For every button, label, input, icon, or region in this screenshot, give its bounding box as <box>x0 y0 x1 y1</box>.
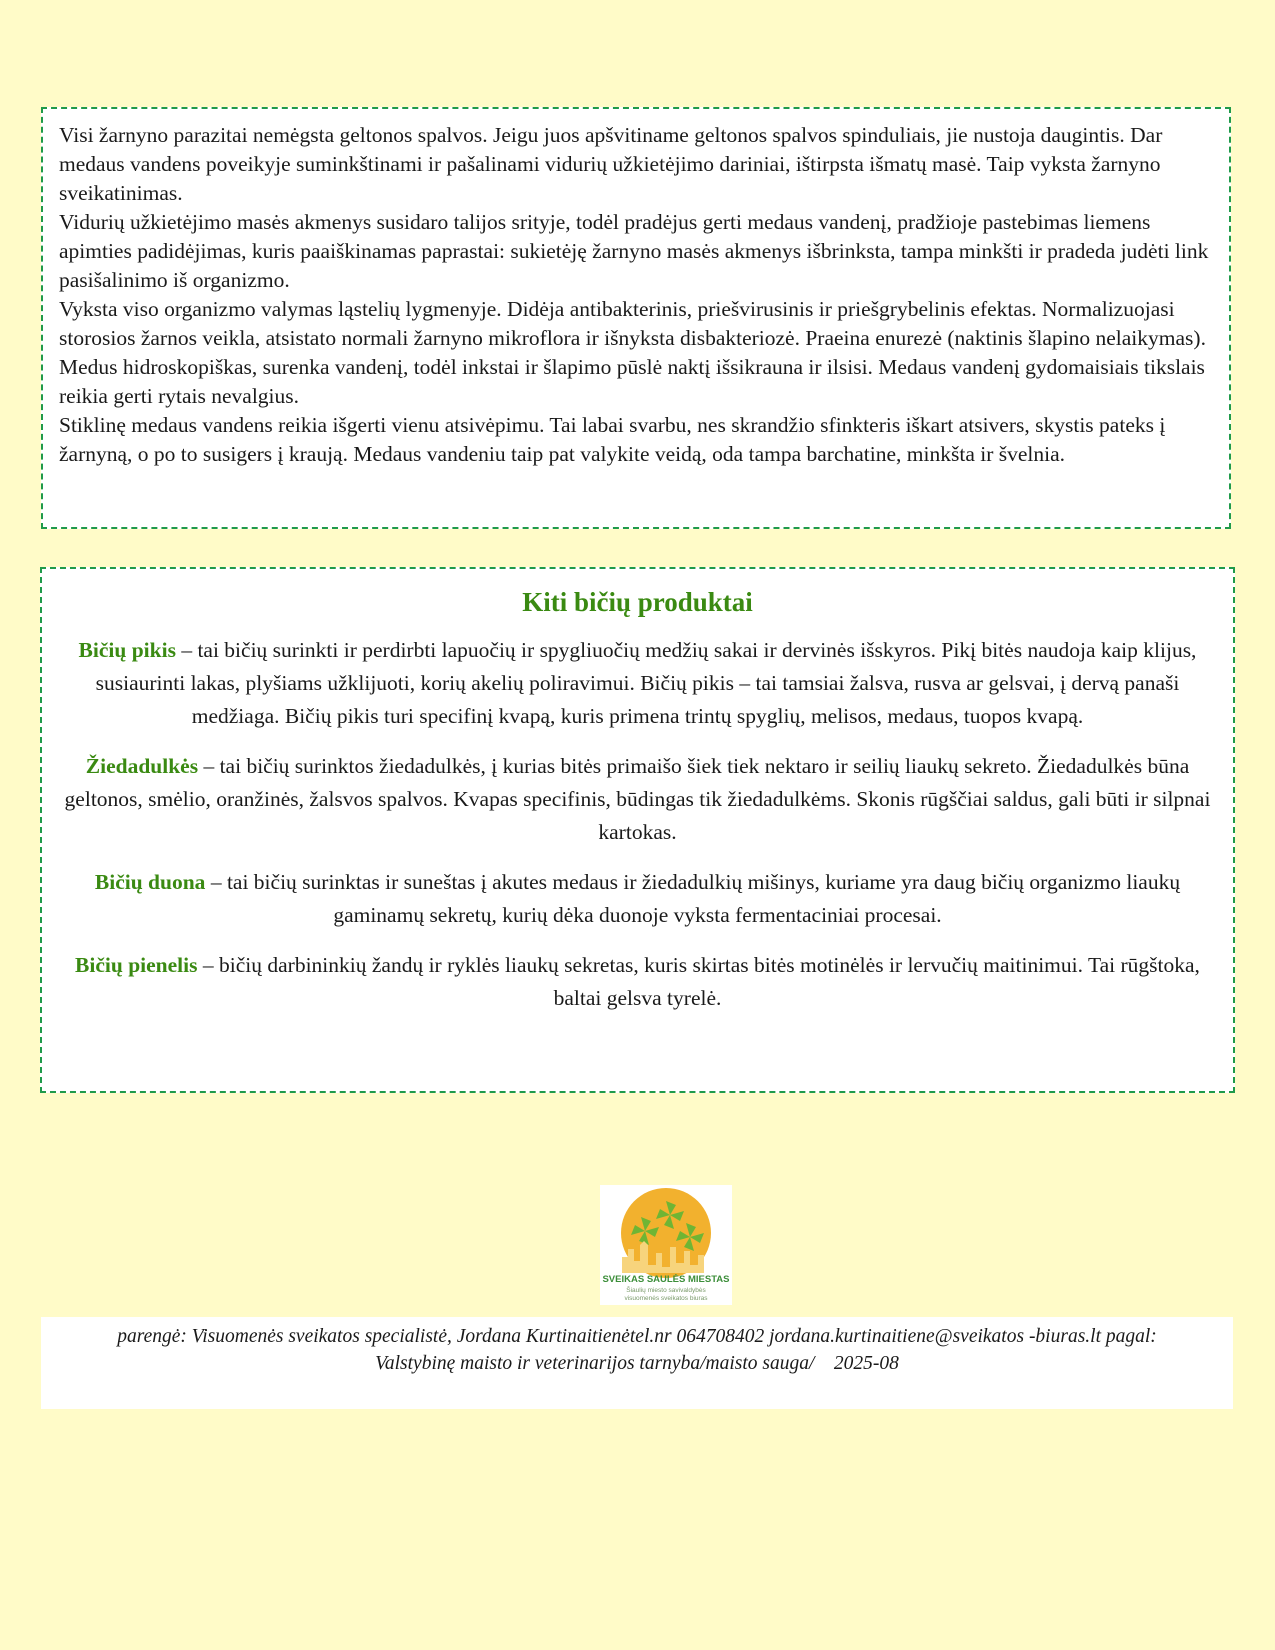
honey-water-info-box <box>41 107 1231 529</box>
product-term: Bičių pikis <box>78 638 176 662</box>
product-description: – tai bičių surinktas ir suneštas į akutes medaus ir žiedadulkių mišinys, kuriame yra daug bičių organizmo liaukų gaminamų sekretų, kurių dėka duonoje vyksta fermentaciniai procesai. <box>205 870 1181 927</box>
bee-products-box <box>40 567 1235 1093</box>
product-bee-bread <box>62 866 1213 932</box>
footer-line: Valstybinę maisto ir veterinarijos tarnyba/maisto sauga/ 2025-08 <box>375 1353 899 1374</box>
section-title: Kiti bičių produktai <box>522 587 753 617</box>
paragraph: Vyksta viso organizmo valymas ląstelių lygmenyje. Didėja antibakterinis, priešvirusinis ir priešgrybelinis efektas. Normalizuojasi storosios žarnos veikla, atsistato normali žarnyno mikroflora ir išnyksta disbakteriozė. Praeina enurezė (naktinis šlapino nelaikymas). Medus hidroskopiškas, surenka vandenį, todėl inkstai ir šlapimo pūslė naktį išsikrauna ir ilsisi. Medaus vandenį gydomaisiais tikslais reikia gerti rytais nevalgius. <box>59 297 1206 408</box>
product-term: Žiedadulkės <box>85 754 199 778</box>
logo-name: SVEIKAS SAULĖS MIESTAS <box>602 1274 730 1285</box>
product-description: – tai bičių surinktos žiedadulkės, į kurias bitės primaišo šiek tiek nektaro ir seilių liaukų sekreto. Žiedadulkės būna geltonos, smėlio, oranžinės, žalsvos spalvos. Kvapas specifinis, būdingas tik žiedadulkėms. Skonis rūgščiai saldus, gali būti ir silpnai kartokas. <box>64 754 1211 844</box>
footer-line: parengė: Visuomenės sveikatos specialistė, Jordana Kurtinaitienėtel.nr 064708402 jordana.kurtinaitiene@sveikatos -biuras.lt pagal: <box>117 1326 1157 1347</box>
product-description: – tai bičių surinkti ir perdirbti lapuočių ir spygliuočių medžių sakai ir dervinės išskyros. Pikį bitės naudoja kaip klijus, susiaurinti lakas, plyšiams užklijuoti, korių akelių poliravimui. Bičių pikis – tai tamsiai žalsva, rusva ar gelsvai, į dervą panaši medžiaga. Bičių pikis turi specifinį kvapą, kuris primena trintų spyglių, melisos, medaus, tuopos kvapą. <box>95 638 1197 728</box>
product-term: Bičių pienelis <box>75 953 198 977</box>
paragraph: Vidurių užkietėjimo masės akmenys susidaro talijos srityje, todėl pradėjus gerti medaus vandenį, pradžioje pastebimas liemens apimties padidėjimas, kuris paaiškinamas paprastai: sukietėję žarnyno masės akmenys išbrinksta, tampa minkšti ir pradeda judėti link pasišalinimo iš organizmo. <box>59 210 1209 292</box>
sveikas-saules-miestas-logo <box>600 1185 732 1305</box>
author-footer <box>41 1317 1233 1409</box>
product-pollen <box>62 750 1213 849</box>
product-propolis <box>62 634 1213 733</box>
product-royal-jelly <box>62 949 1213 1015</box>
product-description: – bičių darbininkių žandų ir ryklės liaukų sekretas, kuris skirtas bitės motinėlės ir lervučių maitinimui. Tai rūgštoka, baltai gelsva tyrelė. <box>197 953 1200 1010</box>
logo-subtitle: Šiaulių miesto savivaldybės <box>626 1287 706 1294</box>
product-term: Bičių duona <box>94 870 206 894</box>
paragraph: Stiklinę medaus vandens reikia išgerti vienu atsivėpimu. Tai labai svarbu, nes skrandžio sfinkteris iškart atsivers, skystis pateks į žarnyną, o po to susigers į kraują. Medaus vandeniu taip pat valykite veidą, oda tampa barchatine, minkšta ir švelnia. <box>59 413 1166 466</box>
logo-subtitle: visuomenės sveikatos biuras <box>624 1295 708 1302</box>
paragraph: Visi žarnyno parazitai nemėgsta geltonos spalvos. Jeigu juos apšvitiname geltonos spalvos spinduliais, jie nustoja daugintis. Dar medaus vandens poveikyje suminkštinami ir pašalinami vidurių užkietėjimo dariniai, ištirpsta išmatų masė. Taip vyksta žarnyno sveikatinimas. <box>59 123 1163 205</box>
